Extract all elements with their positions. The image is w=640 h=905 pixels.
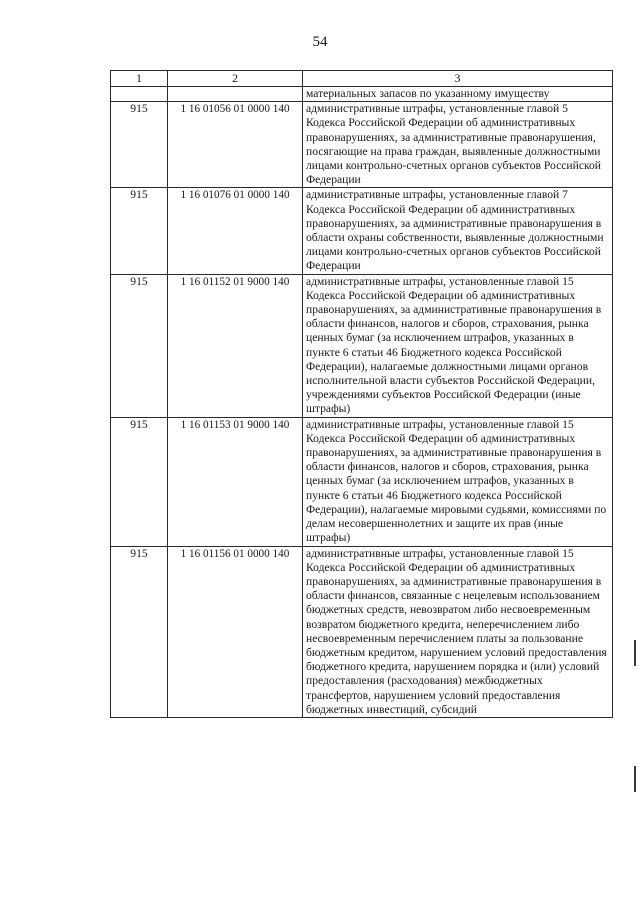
column-header-description: 3 [303,71,613,87]
revenue-codes-table [110,70,613,718]
description-cell: административные штрафы, установленные главой 7 Кодекса Российской Федерации об административных правонарушениях, за административные правонарушения в области охраны собственности, выявленные должностными лицами контрольно-счетных органов субъектов Российской Федерации [303,188,613,274]
description-cell: административные штрафы, установленные главой 15 Кодекса Российской Федерации об административных правонарушениях, за административные правонарушения в области финансов, налогов и сборов, страхования, рынка ценных бумаг (за исключением штрафов, указанных в пункте 6 статьи 46 Бюджетного кодекса Российской Федерации), налагаемые мировыми судьями, комиссиями по делам несовершеннолетних и защите их прав (иные штрафы) [303,417,613,546]
scan-margin-mark [634,640,636,666]
empty-cell [168,87,303,102]
column-header-admin: 1 [111,71,168,87]
admin-code-cell: 915 [111,274,168,417]
description-cell: административные штрафы, установленные главой 15 Кодекса Российской Федерации об административных правонарушениях, за административные правонарушения в области финансов, связанные с нецелевым использованием бюджетных средств, невозвратом либо несвоевременным возвратом бюджетного кредита, неперечислением либо несвоевременным перечислением платы за пользование бюджетным кредитом, нарушением условий предоставления бюджетного кредита, нарушением порядка и (или) условий предоставления (расходования) межбюджетных трансфертов, нарушением условий предоставления бюджетных инвестиций, субсидий [303,546,613,717]
admin-code-cell: 915 [111,188,168,274]
table-row [111,417,613,546]
budget-code-cell: 1 16 01153 01 9000 140 [168,417,303,546]
budget-code-cell: 1 16 01152 01 9000 140 [168,274,303,417]
budget-code-cell: 1 16 01076 01 0000 140 [168,188,303,274]
description-cell: административные штрафы, установленные главой 15 Кодекса Российской Федерации об административных правонарушениях, за административные правонарушения в области финансов, налогов и сборов, страхования, рынка ценных бумаг (за исключением штрафов, указанных в пункте 6 статьи 46 Бюджетного кодекса Российской Федерации), налагаемые должностными лицами органов исполнительной власти субъектов Российской Федерации, учреждениями субъектов Российской Федерации (иные штрафы) [303,274,613,417]
page-number: 54 [312,34,328,50]
admin-code-cell: 915 [111,417,168,546]
table-row [111,546,613,717]
scan-margin-mark [634,766,636,792]
table-row [111,274,613,417]
admin-code-cell: 915 [111,102,168,188]
continuation-row [111,87,613,102]
table-row [111,102,613,188]
column-header-code: 2 [168,71,303,87]
continuation-text: материальных запасов по указанному имуществу [303,87,613,102]
budget-code-cell: 1 16 01056 01 0000 140 [168,102,303,188]
admin-code-cell: 915 [111,546,168,717]
table-row [111,188,613,274]
description-cell: административные штрафы, установленные главой 5 Кодекса Российской Федерации об административных правонарушениях, за административные правонарушения, посягающие на права граждан, выявленные должностными лицами контрольно-счетных органов субъектов Российской Федерации [303,102,613,188]
budget-code-cell: 1 16 01156 01 0000 140 [168,546,303,717]
table-header-row [111,71,613,87]
empty-cell [111,87,168,102]
